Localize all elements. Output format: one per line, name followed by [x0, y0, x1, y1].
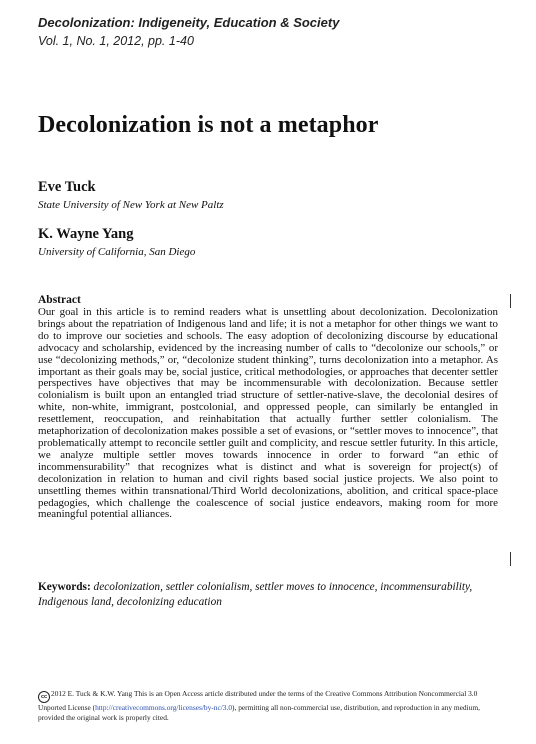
- journal-header: [38, 15, 339, 49]
- keywords-list: decolonization, settler colonialism, settler moves to innocence, incommensurability, Indigenous land, decolonizing education: [38, 581, 473, 608]
- keywords-label: Keywords:: [38, 581, 91, 593]
- author-name: K. Wayne Yang: [38, 226, 134, 242]
- journal-name: Decolonization: Indigeneity, Education & Society: [38, 15, 340, 30]
- copyright-text: 2012 E. Tuck & K.W. Yang This is an Open Access article distributed under the terms of the Creative Commons Attribution Noncommercial 3.0 Unported License (: [38, 689, 478, 712]
- author-name: Eve Tuck: [38, 179, 96, 195]
- author-2: [38, 225, 195, 259]
- margin-change-bar: [510, 552, 511, 566]
- license-text: ), permitting all non-commercial use, distribution, and reproduction in any medium, provided the original work is properly cited.: [38, 703, 480, 722]
- article-title: Decolonization is not a metaphor: [38, 112, 379, 138]
- margin-change-bar: [510, 294, 511, 308]
- license-footer: [38, 689, 503, 723]
- journal-issue: Vol. 1, No. 1, 2012, pp. 1-40: [38, 34, 194, 48]
- author-affiliation: State University of New York at New Paltz: [38, 199, 224, 211]
- creative-commons-icon: cc: [38, 691, 50, 703]
- abstract-heading: Abstract: [38, 294, 81, 306]
- author-affiliation: University of California, San Diego: [38, 246, 196, 258]
- author-1: [38, 178, 224, 212]
- license-link[interactable]: http://creativecommons.org/licenses/by-nc/3.0: [95, 703, 233, 712]
- keywords: [38, 580, 498, 609]
- abstract-text: Our goal in this article is to remind readers what is unsettling about decolonization. Decolonization brings about the repatriation of Indigenous land and life; it is not a metaphor for other things we want to do to improve our societies and schools. The easy adoption of decolonizing discourse by educational advocacy and scholarship, evidenced by the increasing number of calls to “decolonize our schools,” or use “decolonizing methods,” or, “decolonize student thinking”, turns decolonization into a metaphor. As important as their goals may be, social justice, critical methodologies, or approaches that decenter settler perspectives have objectives that may be incommensurable with decolonization. Because settler colonialism is built upon an entangled triad structure of settler-native-slave, the decolonial desires of white, non-white, immigrant, postcolonial, and oppressed people, can similarly be entangled in resettlement, reoccupation, and reinhabitation that actually further settler colonialism. The metaphorization of decolonization makes possible a set of evasions, or “settler moves to innocence”, that problematically attempt to reconcile settler guilt and complicity, and rescue settler futurity. In this article, we analyze multiple settler moves towards innocence in order to forward “an ethic of incommensurability” that recognizes what is distinct and what is sovereign for project(s) of decolonization in relation to human and civil rights based social justice projects. We also point to unsettling themes within transnational/Third World decolonizations, abolition, and critical space-place pedagogies, which challenge the coalescence of social justice endeavors, making room for more meaningful potential alliances.: [38, 306, 498, 521]
